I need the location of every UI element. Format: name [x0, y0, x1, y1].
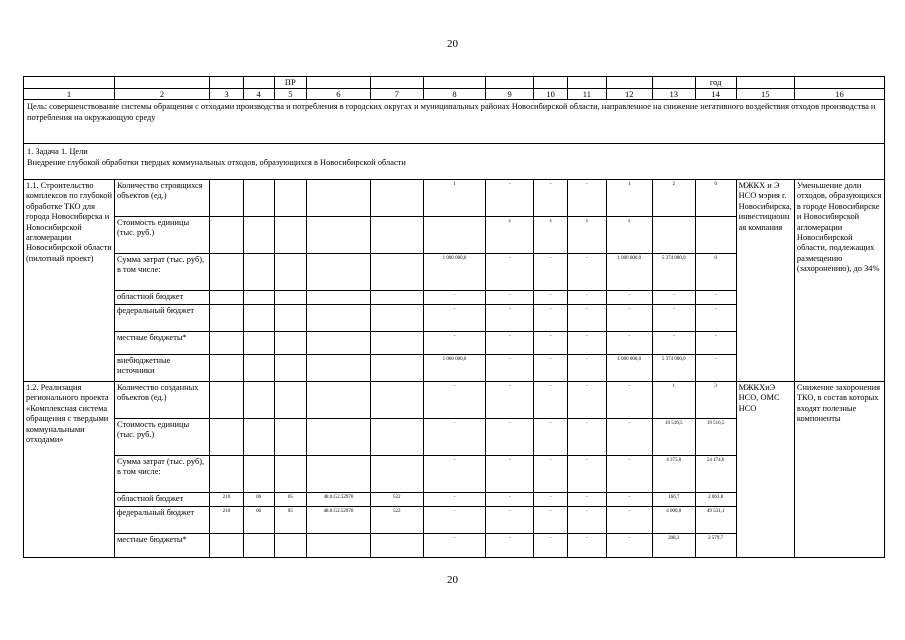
value-cell-12: - — [606, 493, 652, 507]
value-cell-4 — [243, 332, 274, 355]
value-cell-8 — [423, 217, 485, 254]
value-cell-5 — [274, 419, 307, 456]
value-cell-3 — [210, 456, 244, 493]
value-cell-14: 49 531,1 — [695, 507, 736, 534]
value-cell-14: 2 063,8 — [695, 493, 736, 507]
value-cell-10: - — [534, 534, 568, 558]
value-cell-4 — [243, 534, 274, 558]
value-cell-4 — [243, 456, 274, 493]
column-number: 10 — [534, 89, 568, 100]
column-number: 2 — [115, 89, 210, 100]
value-cell-9: - — [486, 507, 534, 534]
value-cell-8: 1 — [423, 180, 485, 217]
indicator-label: Сумма затрат (тыс. руб), в том числе: — [115, 254, 210, 291]
value-cell-11: - — [567, 180, 606, 217]
value-cell-12: - — [606, 305, 652, 332]
goal-row — [24, 100, 885, 144]
value-cell-10: - — [534, 507, 568, 534]
indicator-label: федеральный бюджет — [115, 507, 210, 534]
value-cell-6 — [307, 355, 370, 382]
value-cell-12: - — [606, 332, 652, 355]
value-cell-12: - — [606, 291, 652, 305]
column-number: 16 — [794, 89, 884, 100]
value-cell-3 — [210, 291, 244, 305]
value-cell-6 — [307, 254, 370, 291]
value-cell-14: - — [695, 291, 736, 305]
value-cell-3 — [210, 382, 244, 419]
value-cell-10: - — [534, 493, 568, 507]
program-table — [23, 76, 885, 558]
task-description: Внедрение глубокой обработки твердых коммунальных отходов, образующихся в Новосибирской области — [27, 157, 406, 167]
value-cell-12: 1 — [606, 180, 652, 217]
value-cell-6 — [307, 382, 370, 419]
value-cell-6 — [307, 332, 370, 355]
value-cell-14: 19 516,5 — [695, 419, 736, 456]
value-cell-5: 05 — [274, 493, 307, 507]
value-cell-10: - — [534, 180, 568, 217]
value-cell-7 — [370, 456, 423, 493]
value-cell-8: - — [423, 456, 485, 493]
value-cell-6 — [307, 217, 370, 254]
value-cell-11: - — [567, 382, 606, 419]
program-table-container — [23, 76, 885, 566]
value-cell-10: - — [534, 305, 568, 332]
column-number: 3 — [210, 89, 244, 100]
value-cell-3 — [210, 534, 244, 558]
value-cell-4 — [243, 419, 274, 456]
value-cell-6 — [307, 305, 370, 332]
value-cell-11: - — [567, 291, 606, 305]
header-god: год — [695, 77, 736, 89]
value-cell-13: 5 374 000,0 — [652, 254, 695, 291]
value-cell-14: 3 — [695, 382, 736, 419]
column-number: 13 — [652, 89, 695, 100]
value-cell-5 — [274, 534, 307, 558]
value-cell-6 — [307, 534, 370, 558]
value-cell-10: - — [534, 254, 568, 291]
value-cell-13: 5 374 000,0 — [652, 355, 695, 382]
value-cell-10: - — [534, 355, 568, 382]
value-cell-8: 1 000 000,0 — [423, 355, 485, 382]
column-number: 5 — [274, 89, 307, 100]
value-cell-6 — [307, 291, 370, 305]
value-cell-5 — [274, 305, 307, 332]
value-cell-8: - — [423, 332, 485, 355]
value-cell-11: - — [567, 254, 606, 291]
value-cell-14 — [695, 217, 736, 254]
value-cell-6: 48.0.G2.52970 — [307, 493, 370, 507]
value-cell-5 — [274, 382, 307, 419]
value-cell-13: 1 — [652, 382, 695, 419]
value-cell-14: 54 174,6 — [695, 456, 736, 493]
value-cell-13: 208,3 — [652, 534, 695, 558]
value-cell-3 — [210, 305, 244, 332]
value-cell-10: x — [534, 217, 568, 254]
indicator-label: внебюджетные источники — [115, 355, 210, 382]
value-cell-5 — [274, 332, 307, 355]
indicator-label: местные бюджеты* — [115, 534, 210, 558]
indicator-label: областной бюджет — [115, 493, 210, 507]
value-cell-9: - — [486, 382, 534, 419]
value-cell-7 — [370, 534, 423, 558]
value-cell-4 — [243, 382, 274, 419]
value-cell-9: - — [486, 355, 534, 382]
value-cell-14: 2 579,7 — [695, 534, 736, 558]
value-cell-6 — [307, 456, 370, 493]
value-cell-8: - — [423, 291, 485, 305]
value-cell-3 — [210, 355, 244, 382]
column-number: 15 — [736, 89, 794, 100]
value-cell-9: - — [486, 305, 534, 332]
value-cell-12: 1 000 000,0 — [606, 355, 652, 382]
value-cell-13: 4 375,0 — [652, 456, 695, 493]
goal-text: Цель: совершенствование системы обращения с отходами производства и потребления в городских округах и муниципальных районах Новосибирской области, направленное на снижение негативного воздействия отходов производства и потребления на окружающую среду — [24, 100, 885, 144]
value-cell-4 — [243, 180, 274, 217]
value-cell-6: 48.0.G2.52970 — [307, 507, 370, 534]
value-cell-9: - — [486, 291, 534, 305]
value-cell-13: - — [652, 291, 695, 305]
value-cell-13: 19 516,5 — [652, 419, 695, 456]
value-cell-8: - — [423, 382, 485, 419]
value-cell-7 — [370, 180, 423, 217]
value-cell-14: - — [695, 305, 736, 332]
value-cell-3 — [210, 217, 244, 254]
value-cell-12: x — [606, 217, 652, 254]
value-cell-12: - — [606, 534, 652, 558]
value-cell-9: - — [486, 493, 534, 507]
value-cell-5 — [274, 254, 307, 291]
value-cell-11: - — [567, 493, 606, 507]
value-cell-12: - — [606, 419, 652, 456]
expected-result-text: Уменьшение доли отходов, образующихся в городе Новосибирске и Новосибирской агломерации Новосибирской области, подлежащих размещению (захоронению), до 34% — [794, 180, 884, 382]
value-cell-4 — [243, 355, 274, 382]
task-row — [24, 144, 885, 180]
value-cell-11: - — [567, 419, 606, 456]
value-cell-5 — [274, 355, 307, 382]
value-cell-11: x — [567, 217, 606, 254]
table-row — [24, 180, 885, 217]
value-cell-14: - — [695, 332, 736, 355]
page-number-bottom: 20 — [447, 574, 458, 586]
value-cell-9: - — [486, 332, 534, 355]
value-cell-14: 0 — [695, 254, 736, 291]
value-cell-9: - — [486, 419, 534, 456]
indicator-label: Количество созданных объектов (ед.) — [115, 382, 210, 419]
value-cell-11: - — [567, 332, 606, 355]
value-cell-11: - — [567, 355, 606, 382]
header-row — [24, 77, 885, 89]
value-cell-14: 0 — [695, 180, 736, 217]
value-cell-8: 1 000 000,0 — [423, 254, 485, 291]
value-cell-5 — [274, 291, 307, 305]
value-cell-13 — [652, 217, 695, 254]
value-cell-7 — [370, 419, 423, 456]
value-cell-3: 210 — [210, 507, 244, 534]
page-number-top: 20 — [447, 38, 458, 50]
value-cell-9: - — [486, 456, 534, 493]
value-cell-4 — [243, 217, 274, 254]
column-number: 14 — [695, 89, 736, 100]
value-cell-7: 522 — [370, 493, 423, 507]
value-cell-7 — [370, 217, 423, 254]
value-cell-7 — [370, 291, 423, 305]
indicator-label: Сумма затрат (тыс. руб), в том числе: — [115, 456, 210, 493]
activity-name: 1.2. Реализация регионального проекта «Комплексная система обращения с твердыми коммунальными отходами» — [24, 382, 115, 558]
value-cell-5 — [274, 180, 307, 217]
indicator-label: Количество строящихся объектов (ед.) — [115, 180, 210, 217]
value-cell-3: 210 — [210, 493, 244, 507]
value-cell-9: - — [486, 534, 534, 558]
value-cell-7: 522 — [370, 507, 423, 534]
value-cell-10: - — [534, 332, 568, 355]
indicator-label: местные бюджеты* — [115, 332, 210, 355]
value-cell-4: 06 — [243, 507, 274, 534]
value-cell-5 — [274, 217, 307, 254]
value-cell-13: - — [652, 332, 695, 355]
value-cell-14: - — [695, 355, 736, 382]
indicator-label: федеральный бюджет — [115, 305, 210, 332]
activity-name: 1.1. Строительство комплексов по глубокой обработке ТКО для города Новосибирска и Новосибирской агломерации Новосибирской области (пилотный проект) — [24, 180, 115, 382]
value-cell-13: 166,7 — [652, 493, 695, 507]
value-cell-8: - — [423, 493, 485, 507]
value-cell-12: - — [606, 382, 652, 419]
value-cell-11: - — [567, 456, 606, 493]
value-cell-4 — [243, 254, 274, 291]
column-numbers-row — [24, 89, 885, 100]
value-cell-3 — [210, 419, 244, 456]
expected-result-text: Снижение захоронения ТКО, в состав которых входят полезные компоненты — [794, 382, 884, 558]
table-row — [24, 382, 885, 419]
value-cell-13: - — [652, 305, 695, 332]
value-cell-3 — [210, 254, 244, 291]
task-title: 1. Задача 1. Цели — [27, 147, 88, 156]
value-cell-4 — [243, 291, 274, 305]
value-cell-11: - — [567, 507, 606, 534]
value-cell-3 — [210, 332, 244, 355]
value-cell-8: - — [423, 305, 485, 332]
value-cell-9: x — [486, 217, 534, 254]
value-cell-5: 05 — [274, 507, 307, 534]
column-number: 1 — [24, 89, 115, 100]
value-cell-7 — [370, 305, 423, 332]
value-cell-7 — [370, 355, 423, 382]
value-cell-7 — [370, 254, 423, 291]
value-cell-13: 4 000,0 — [652, 507, 695, 534]
value-cell-7 — [370, 382, 423, 419]
value-cell-8: - — [423, 534, 485, 558]
indicator-label: Стоимость единицы (тыс. руб.) — [115, 419, 210, 456]
column-number: 4 — [243, 89, 274, 100]
value-cell-11: - — [567, 305, 606, 332]
value-cell-9: - — [486, 254, 534, 291]
value-cell-11: - — [567, 534, 606, 558]
task-cell — [24, 144, 885, 180]
column-number: 9 — [486, 89, 534, 100]
value-cell-4 — [243, 305, 274, 332]
indicator-label: областной бюджет — [115, 291, 210, 305]
value-cell-10: - — [534, 456, 568, 493]
value-cell-6 — [307, 180, 370, 217]
value-cell-12: 1 000 000,0 — [606, 254, 652, 291]
value-cell-10: - — [534, 291, 568, 305]
column-number: 11 — [567, 89, 606, 100]
indicator-label: Стоимость единицы (тыс. руб.) — [115, 217, 210, 254]
value-cell-13: 2 — [652, 180, 695, 217]
value-cell-12: - — [606, 507, 652, 534]
column-number: 12 — [606, 89, 652, 100]
value-cell-7 — [370, 332, 423, 355]
value-cell-12: - — [606, 456, 652, 493]
value-cell-8: - — [423, 419, 485, 456]
value-cell-5 — [274, 456, 307, 493]
value-cell-4: 06 — [243, 493, 274, 507]
header-pr: ПР — [274, 77, 307, 89]
value-cell-8: - — [423, 507, 485, 534]
value-cell-3 — [210, 180, 244, 217]
value-cell-10: - — [534, 419, 568, 456]
column-number: 6 — [307, 89, 370, 100]
column-number: 8 — [423, 89, 485, 100]
value-cell-9: - — [486, 180, 534, 217]
value-cell-6 — [307, 419, 370, 456]
value-cell-10: - — [534, 382, 568, 419]
executor-text: МЖКХиЭ НСО, ОМС НСО — [736, 382, 794, 558]
column-number: 7 — [370, 89, 423, 100]
executor-text: МЖКХ и Э НСО мэрия г. Новосибирска, инвестиционная компания — [736, 180, 794, 382]
